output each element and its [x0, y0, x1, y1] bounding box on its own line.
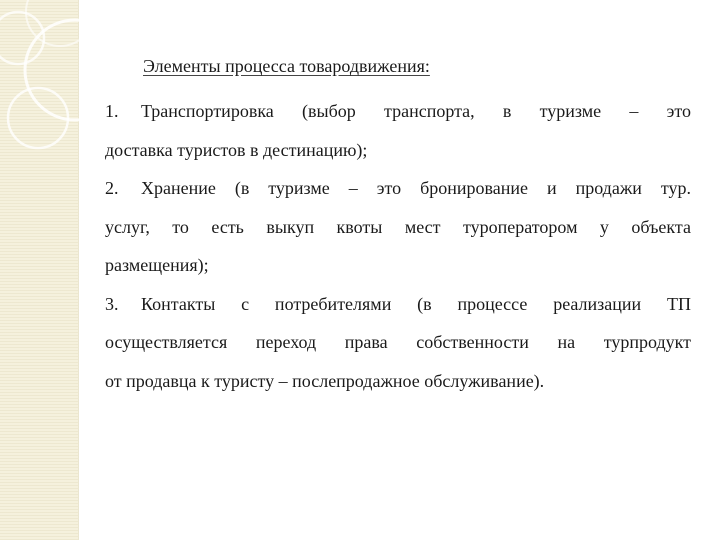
list-item-1 — [105, 92, 691, 169]
item-number: 3. — [105, 293, 119, 314]
item-text-continuation: от продавца к туристу – послепродажное обслуживание). — [105, 370, 545, 391]
item-text-continuation: размещения); — [105, 255, 209, 275]
slide-heading: Элементы процесса товародвижения: — [143, 56, 430, 76]
item-text: Контакты с потребителями (в процессе реализации ТП — [141, 293, 691, 314]
list-item-2 — [105, 169, 691, 285]
item-number: 2. — [105, 178, 119, 198]
item-text: Хранение (в туризме – это бронирование и продажи тур. — [141, 178, 691, 198]
item-number: 1. — [105, 101, 119, 121]
list-item-3 — [105, 285, 691, 401]
item-text-continuation: доставка туристов в дестинацию); — [105, 139, 368, 160]
item-text-continuation: услуг, то есть выкуп квоты мест туроператором у объекта — [105, 216, 691, 237]
item-text-continuation: осуществляется переход права собственности на турпродукт — [105, 332, 691, 352]
slide-content — [105, 92, 691, 400]
item-text: Транспортировка (выбор транспорта, в туризме – это — [141, 101, 691, 121]
